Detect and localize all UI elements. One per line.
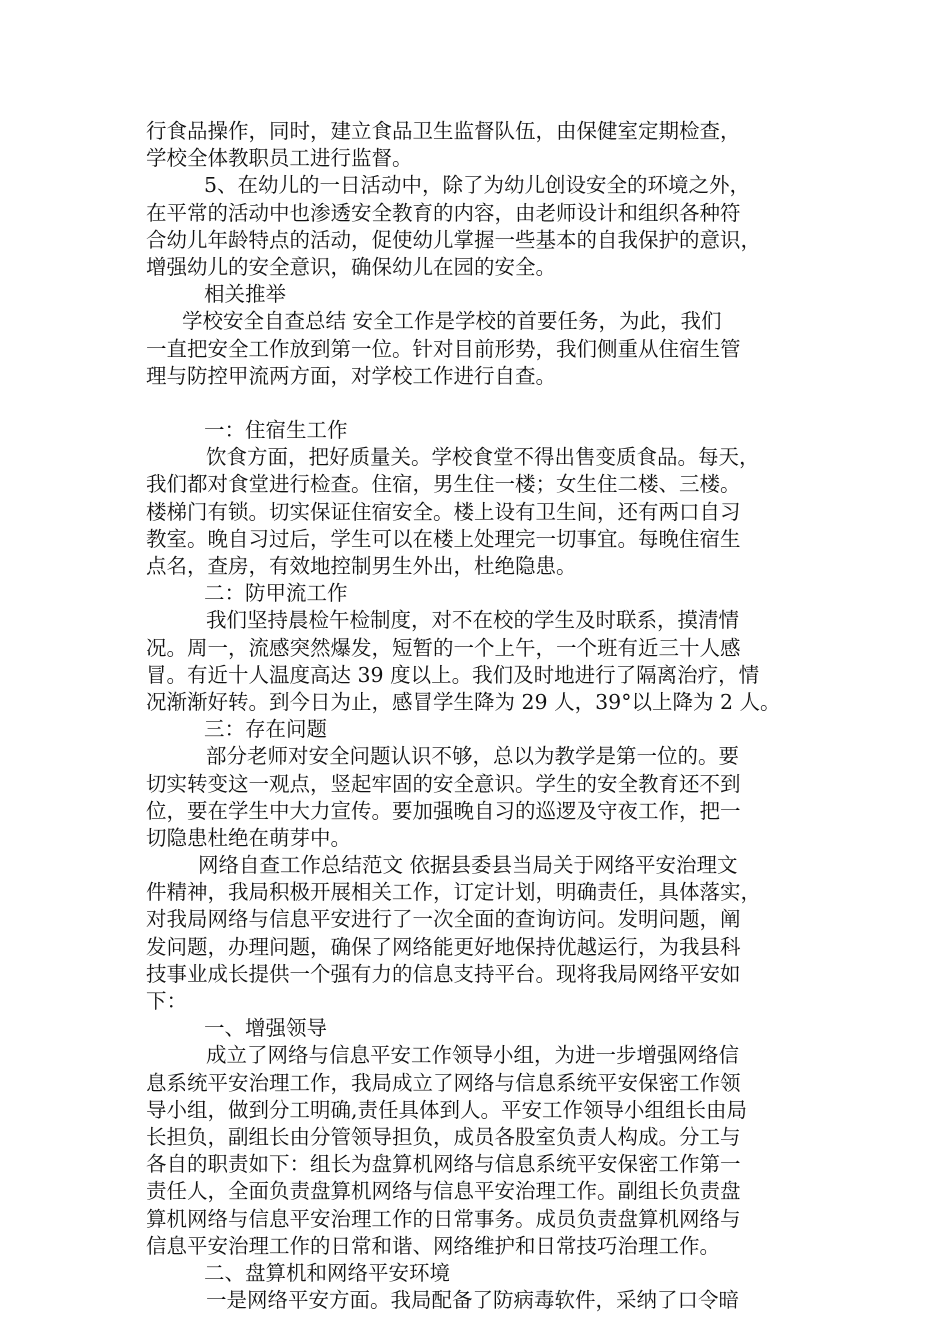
text-line: 对我局网络与信息平安进行了一次全面的查询访问。发明问题，阐 <box>146 907 741 932</box>
text-line: 楼梯门有锁。切实保证住宿安全。楼上设有卫生间，还有两口自习 <box>146 499 741 524</box>
text-line: 一直把安全工作放到第一位。针对目前形势，我们侧重从住宿生管 <box>146 336 741 361</box>
text-line: 长担负，副组长由分管领导担负，成员各股室负责人构成。分工与 <box>146 1124 741 1149</box>
text-line: 导小组，做到分工明确,责任具体到人。平安工作领导小组组长由局 <box>146 1097 748 1122</box>
text-line: 学校全体教职员工进行监督。 <box>146 146 413 171</box>
text-line: 件精神，我局积极开展相关工作，订定计划，明确责任，具体落实， <box>146 880 761 905</box>
text-line: 切实转变这一观点，竖起牢固的安全意识。学生的安全教育还不到 <box>146 771 741 796</box>
blank-line <box>146 390 826 417</box>
text-line: 位，要在学生中大力宣传。要加强晚自习的巡逻及守夜工作，把一 <box>146 798 741 823</box>
text-line: 在平常的活动中也渗透安全教育的内容，由老师设计和组织各种符 <box>146 200 741 225</box>
text-line: 行食品操作，同时，建立食品卫生监督队伍，由保健室定期检查， <box>146 119 741 143</box>
section-heading: 二、盘算机和网络平安环境 <box>204 1260 450 1285</box>
section-heading: 相关推举 <box>204 282 286 307</box>
section-heading: 一：住宿生工作 <box>204 418 348 443</box>
text-line: 发问题，办理问题，确保了网络能更好地保持优越运行，为我县科 <box>146 934 741 959</box>
text-line: 点名，查房，有效地控制男生外出，杜绝隐患。 <box>146 554 577 578</box>
text-line: 理与防控甲流两方面，对学校工作进行自查。 <box>146 363 556 388</box>
text-line: 算机网络与信息平安治理工作的日常事务。成员负责盘算机网络与 <box>146 1206 741 1231</box>
text-line: 网络自查工作总结范文 依据县委县当局关于网络平安治理文 <box>198 853 738 878</box>
text-line: 各自的职责如下：组长为盘算机网络与信息系统平安保密工作第一 <box>146 1152 741 1177</box>
text-line: 下： <box>146 989 187 1013</box>
text-line: 我们都对食堂进行检查。住宿，男生住一楼；女生住二楼、三楼。 <box>146 472 741 497</box>
text-line: 教室。晚自习过后，学生可以在楼上处理完一切事宜。每晚住宿生 <box>146 526 741 551</box>
text-line: 技事业成长提供一个强有力的信息支持平台。现将我局网络平安如 <box>146 961 741 986</box>
text-line: 5、在幼儿的一日活动中，除了为幼儿创设安全的环境之外， <box>204 173 751 198</box>
text-line: 成立了网络与信息平安工作领导小组，为进一步增强网络信 <box>206 1043 739 1068</box>
text-line: 冒。有近十人温度高达 39 度以上。我们及时地进行了隔离治疗，情 <box>146 662 760 687</box>
text-line: 信息平安治理工作的日常和谐、网络维护和日常技巧治理工作。 <box>146 1233 720 1258</box>
section-heading: 一、增强领导 <box>204 1016 327 1041</box>
text-line: 一是网络平安方面。我局配备了防病毒软件，采纳了口令暗 <box>206 1288 739 1313</box>
text-line: 增强幼儿的安全意识，确保幼儿在园的安全。 <box>146 254 556 279</box>
text-line: 况。周一，流感突然爆发，短暂的一个上午，一个班有近三十人感 <box>146 635 741 660</box>
text-line: 学校安全自查总结 安全工作是学校的首要任务，为此，我们 <box>182 309 722 334</box>
section-heading: 三：存在问题 <box>204 717 327 742</box>
text-line: 切隐患杜绝在萌芽中。 <box>146 825 351 850</box>
document-body <box>146 118 826 1314</box>
section-heading: 二：防甲流工作 <box>204 581 348 606</box>
text-line: 合幼儿年龄特点的活动，促使幼儿掌握一些基本的自我保护的意识， <box>146 227 761 252</box>
text-line: 责任人，全面负责盘算机网络与信息平安治理工作。副组长负责盘 <box>146 1179 741 1204</box>
text-line: 息系统平安治理工作，我局成立了网络与信息系统平安保密工作领 <box>146 1070 741 1095</box>
text-line: 部分老师对安全问题认识不够，总以为教学是第一位的。要 <box>206 744 739 769</box>
text-line: 我们坚持晨检午检制度，对不在校的学生及时联系，摸清情 <box>206 608 739 633</box>
text-line: 况渐渐好转。到今日为止，感冒学生降为 29 人，39°以上降为 2 人。 <box>146 689 781 714</box>
text-line: 饮食方面，把好质量关。学校食堂不得出售变质食品。每天， <box>206 445 760 470</box>
